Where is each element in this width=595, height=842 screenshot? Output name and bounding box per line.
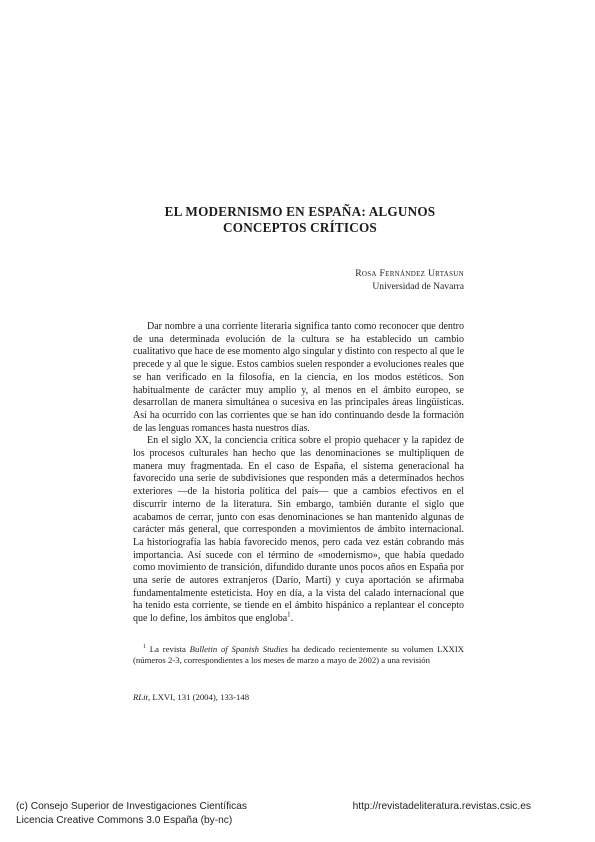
copyright-line: (c) Consejo Superior de Investigaciones Científicas [16, 801, 248, 812]
article-title [100, 204, 500, 236]
footnote-number: 1 [143, 644, 146, 651]
footnote [133, 644, 464, 665]
body-paragraph-2: En el siglo XX, la conciencia crítica sobre el propio quehacer y la rapidez de los procesos culturales han hecho que las denominaciones se multipliquen de manera muy fragmentada. En el caso de España, el sistema generacional ha favorecido una serie de subdivisiones que responden más a determinados hechos exteriores —de la historia política del país— que a cambios efectivos en el discurrir interno de la literatura. Sin embargo, también durante el siglo que acabamos de cerrar, junto con esas denominaciones se han mantenido algunas de carácter más general, que corresponden a movimientos de ámbito internacional. La historiografía las había favorecido menos, pero cada vez están cobrando más importancia. Así sucede con el término de «modernismo», que había quedado como movimiento de transición, difundido durante unos pocos años en España por una serie de autores extranjeros (Darío, Martí) y cuya aportación se afirmaba fundamentalmente esteticista. Hoy en día, a la vista del calado internacional que ha tenido esta corriente, se tiende en el ámbito hispánico a replantear el concepto que lo define, los ámbitos que engloba$^1$. [133, 435, 464, 625]
author-block [355, 267, 464, 293]
footnote-journal-title: Bulletin of Spanish Studies [189, 644, 288, 654]
journal-issue: , LXVI, 131 (2004), 133-148 [147, 692, 250, 702]
body-paragraph-2-text: En el siglo XX, la conciencia crítica sobre el propio quehacer y la rapidez de los procesos culturales han hecho que las denominaciones se multipliquen de manera muy fragmentada. En el caso de España, el sistema generacional ha favorecido una serie de subdivisiones que responden más a determinados hechos exteriores —de la historia política del país— que a cambios efectivos en el discurrir interno de la literatura. Sin embargo, también durante el siglo que acabamos de cerrar, junto con esas denominaciones se han mantenido algunas de carácter más general, que corresponden a movimientos de ámbito internacional. La historiografía las había favorecido menos, pero cada vez están cobrando más importancia. Así sucede con el término de «modernismo», que había quedado como movimiento de transición, difundido durante unos pocos años en España por una serie de autores extranjeros (Darío, Martí) y cuya aportación se afirmaba fundamentalmente esteticista. Hoy en día, a la vista del calado internacional que ha tenido esta corriente, se tiende en el ámbito hispánico a replantear el concepto que lo define, los ámbitos que engloba [133, 435, 464, 625]
article-body [133, 321, 464, 626]
author-name: Rosa Fernández Urtasun [355, 268, 464, 279]
body-paragraph-1: Dar nombre a una corriente literaria significa tanto como reconocer que dentro de una determinada evolución de la cultura se ha establecido un cambio cualitativo que hace de ese momento algo singular y distinto con respecto al que le precede y al que le sigue. Estos cambios suelen responder a evoluciones reales que se han verificado en la filosofía, en la ciencia, en los modos estéticos. Son habitualmente de carácter muy amplio y, al menos en el ámbito europeo, se desarrollan de manera simultánea o sucesiva en las principales áreas lingüísticas. Así ha ocurrido con las corrientes que se han ido continuando desde la formación de las lenguas romances hasta nuestros días. [133, 321, 465, 434]
footnote-text-b: ha dedicado recientemente su volumen LXXIX (números 2-3, correspondientes a los meses de marzo a mayo de 2002) a una revisión [133, 644, 464, 665]
footnote-text-a: La revista [149, 644, 190, 654]
author-affiliation: Universidad de Navarra [372, 281, 464, 292]
title-line-2: CONCEPTOS CRÍTICOS [223, 220, 377, 235]
journal-citation [133, 692, 249, 703]
license-line[interactable]: Licencia Creative Commons 3.0 España (by-nc) [16, 815, 233, 826]
journal-url[interactable]: http://revistadeliteratura.revistas.csic.es [352, 801, 531, 812]
footnote-reference[interactable]: 1 [287, 610, 291, 619]
journal-abbrev: RLit [133, 692, 148, 702]
title-line-1: EL MODERNISMO EN ESPAÑA: ALGUNOS [164, 204, 436, 219]
license-footer [16, 800, 247, 828]
